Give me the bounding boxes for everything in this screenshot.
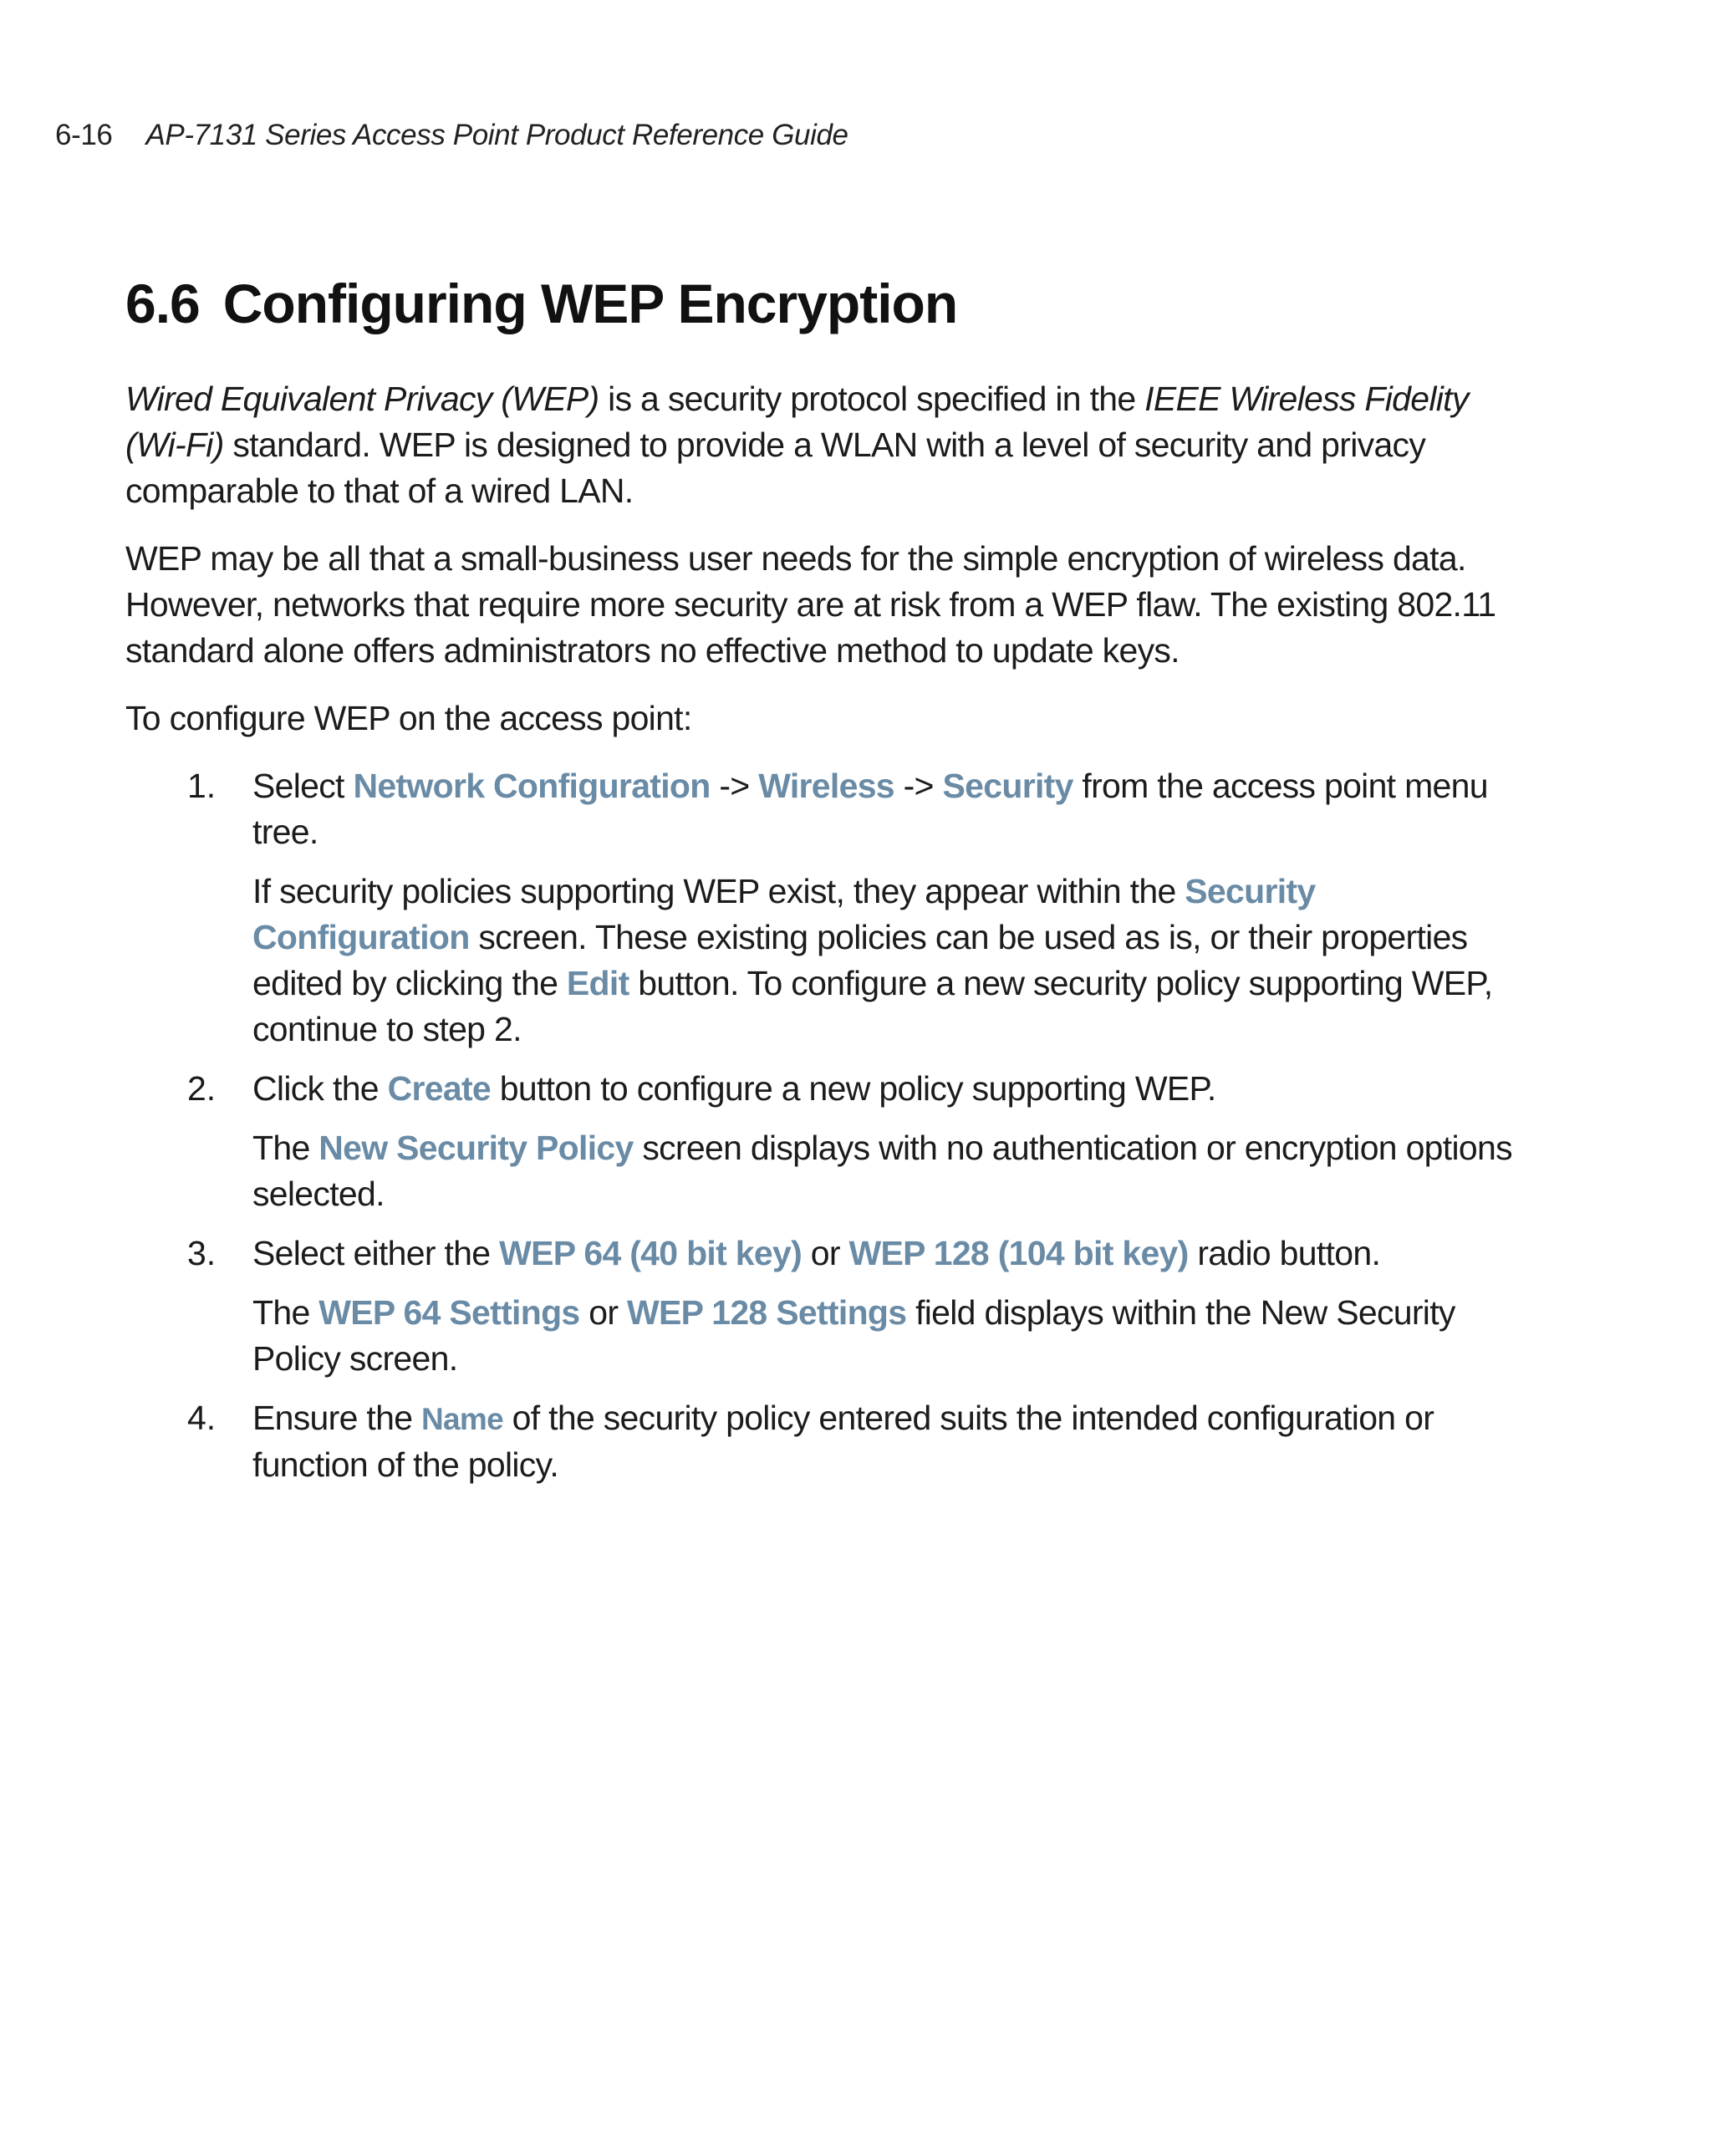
intro-text: standard. WEP is designed to provide a WLAN with a level of security and privacy comparable to that of a wired LAN. (125, 426, 1426, 510)
step-text-run: from the access point menu tree. (252, 767, 1488, 851)
step-text-run: or (579, 1293, 627, 1332)
step-text-run: Ensure the (252, 1399, 421, 1437)
step-text-run: -> (894, 767, 943, 805)
intro-paragraph-2: WEP may be all that a small-business user needs for the simple encryption of wireless data. However, networks that require more security are at risk from a WEP flaw. The existing 802.11 standard alone offers administrators no effective method to update keys. (125, 539, 1496, 670)
step-number: 1. (187, 767, 217, 805)
step-text-run: Click the (252, 1069, 388, 1108)
step-text-run: field displays within the New Security Policy screen. (252, 1293, 1455, 1378)
button-ref-create: Create (387, 1069, 492, 1108)
step-note (252, 1125, 1530, 1217)
step-text-run: of the security policy entered suits the intended configuration or function of the policy. (252, 1399, 1434, 1484)
term-wep: Wired Equivalent Privacy (WEP) (125, 380, 599, 418)
step-text (252, 1066, 1530, 1112)
step-text-run: button. To configure a new security policy supporting WEP, continue to step 2. (252, 964, 1493, 1048)
step-text-run: The (252, 1129, 319, 1167)
step-text-run: button to configure a new policy supporting WEP. (491, 1069, 1216, 1108)
page-number: 6-16 (55, 119, 113, 151)
option-wep-64: WEP 64 (40 bit key) (499, 1234, 802, 1272)
step-text-run: The (252, 1293, 319, 1332)
section-number: 6.6 (125, 273, 200, 334)
step-note (252, 1290, 1530, 1382)
step-text-run: If security policies supporting WEP exist, they appear within the (252, 872, 1185, 910)
guide-title: AP-7131 Series Access Point Product Reference Guide (145, 119, 848, 151)
step-3 (125, 1231, 1530, 1382)
screen-security-configuration: Security Configuration (252, 872, 1316, 956)
menu-network-configuration: Network Configuration (353, 767, 711, 805)
step-text (252, 1231, 1530, 1277)
step-text-run: -> (710, 767, 759, 805)
term-ieee: IEEE Wireless Fidelity (Wi-Fi) (125, 380, 1469, 464)
steps-list (125, 763, 1530, 1488)
step-text (252, 763, 1530, 855)
intro-text: is a security protocol specified in the (599, 380, 1145, 418)
intro-paragraph-3: To configure WEP on the access point: (125, 699, 692, 737)
screen-new-security-policy: New Security Policy (318, 1129, 634, 1167)
button-ref-edit: Edit (566, 964, 629, 1002)
main-content (125, 266, 1530, 1501)
menu-wireless: Wireless (758, 767, 894, 805)
section-heading (125, 266, 1530, 341)
field-wep-128-settings: WEP 128 Settings (626, 1293, 907, 1332)
step-4 (125, 1395, 1530, 1488)
step-text-run: radio button. (1188, 1234, 1381, 1272)
menu-security: Security (942, 767, 1073, 805)
intro-paragraph-1 (125, 376, 1530, 514)
step-number: 4. (187, 1399, 217, 1437)
step-text (252, 1395, 1530, 1488)
step-number: 3. (187, 1234, 217, 1272)
step-text-run: screen displays with no authentication or encryption options selected. (252, 1129, 1512, 1213)
field-ref-name: Name (421, 1402, 503, 1436)
step-text-run: Select either the (252, 1234, 500, 1272)
section-title: Configuring WEP Encryption (222, 273, 958, 334)
step-1 (125, 763, 1530, 1053)
step-2 (125, 1066, 1530, 1217)
step-text-run: or (802, 1234, 849, 1272)
field-wep-64-settings: WEP 64 Settings (318, 1293, 580, 1332)
step-note (252, 869, 1530, 1053)
option-wep-128: WEP 128 (104 bit key) (848, 1234, 1189, 1272)
step-text-run: Select (252, 767, 354, 805)
step-text-run: screen. These existing policies can be used as is, or their properties edited by clicking the (252, 918, 1468, 1002)
step-number: 2. (187, 1069, 217, 1108)
running-header (55, 119, 848, 152)
